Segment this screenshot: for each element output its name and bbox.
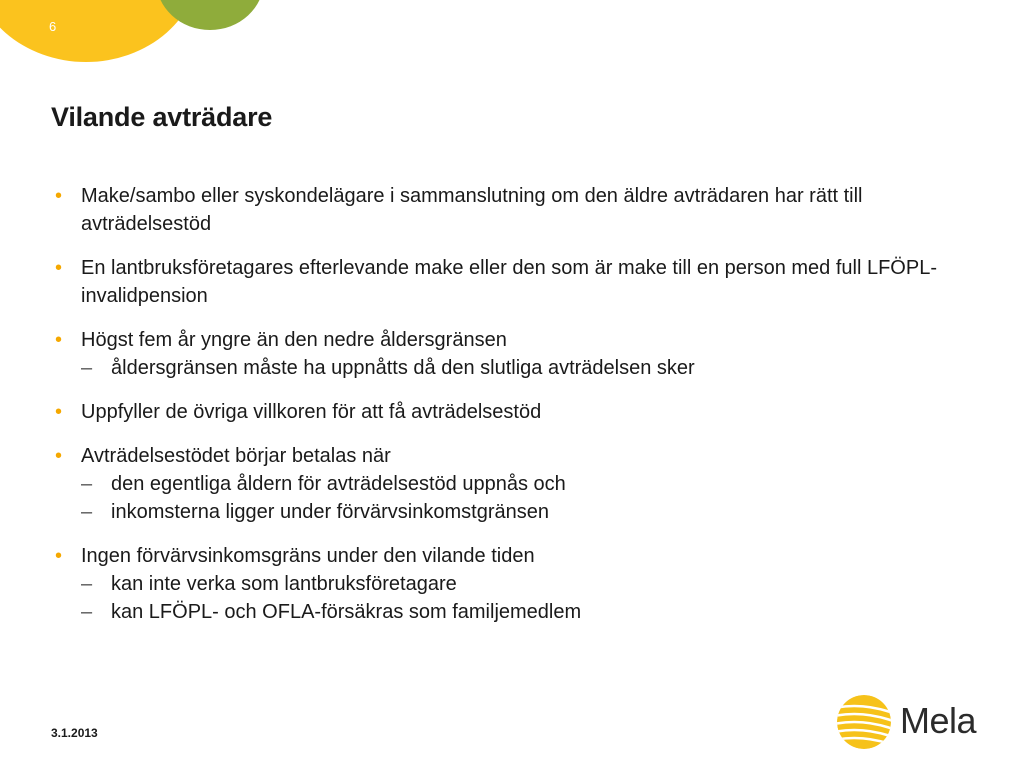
sub-bullet-text: inkomsterna ligger under förvärvsinkomstgränsen <box>111 501 549 523</box>
sub-bullet-text: åldersgränsen måste ha uppnåtts då den slutliga avträdelsen sker <box>111 357 695 379</box>
bullet-dot-icon: • <box>55 257 63 279</box>
bullet-text: Make/sambo eller syskondelägare i sammanslutning om den äldre avträdaren har rätt till avträdelsestöd <box>81 185 863 235</box>
bullet-text: En lantbruksföretagares efterlevande make eller den som är make till en person med full LFÖPL-invalidpension <box>81 257 937 307</box>
slide-number: 6 <box>49 19 57 34</box>
sun-logo-icon <box>836 694 892 750</box>
bullet-dot-icon: • <box>55 445 63 467</box>
sub-bullet-item <box>81 598 990 626</box>
sub-bullet-list <box>81 570 990 626</box>
dash-icon: – <box>81 357 93 379</box>
mela-logo <box>836 694 996 754</box>
bullet-text: Ingen förvärvsinkomsgräns under den vilande tiden <box>81 545 535 567</box>
sub-bullet-item <box>81 354 990 382</box>
dash-icon: – <box>81 501 93 523</box>
bullet-list <box>55 182 990 642</box>
bullet-dot-icon: • <box>55 401 63 423</box>
bullet-dot-icon: • <box>55 545 63 567</box>
bullet-item <box>55 398 990 426</box>
bullet-text: Uppfyller de övriga villkoren för att få avträdelsestöd <box>81 401 542 423</box>
logo-text: Mela <box>900 700 977 741</box>
dash-icon: – <box>81 573 93 595</box>
dash-icon: – <box>81 473 93 495</box>
bullet-text: Avträdelsestödet börjar betalas när <box>81 445 391 467</box>
sub-bullet-text: kan inte verka som lantbruksföretagare <box>111 573 457 595</box>
bullet-item <box>55 326 990 382</box>
sub-bullet-list <box>81 354 990 382</box>
bullet-dot-icon: • <box>55 329 63 351</box>
bullet-dot-icon: • <box>55 185 63 207</box>
sub-bullet-text: kan LFÖPL- och OFLA-försäkras som familjemedlem <box>111 601 582 623</box>
sub-bullet-item <box>81 570 990 598</box>
sub-bullet-item <box>81 470 990 498</box>
slide-title: Vilande avträdare <box>51 102 273 132</box>
bullet-text: Högst fem år yngre än den nedre åldersgränsen <box>81 329 507 351</box>
sub-bullet-item <box>81 498 990 526</box>
bullet-item <box>55 442 990 526</box>
bullet-item <box>55 254 990 310</box>
footer-date: 3.1.2013 <box>51 726 98 740</box>
sub-bullet-text: den egentliga åldern för avträdelsestöd uppnås och <box>111 473 566 495</box>
sub-bullet-list <box>81 470 990 526</box>
dash-icon: – <box>81 601 93 623</box>
bullet-item <box>55 542 990 626</box>
bullet-item <box>55 182 990 238</box>
